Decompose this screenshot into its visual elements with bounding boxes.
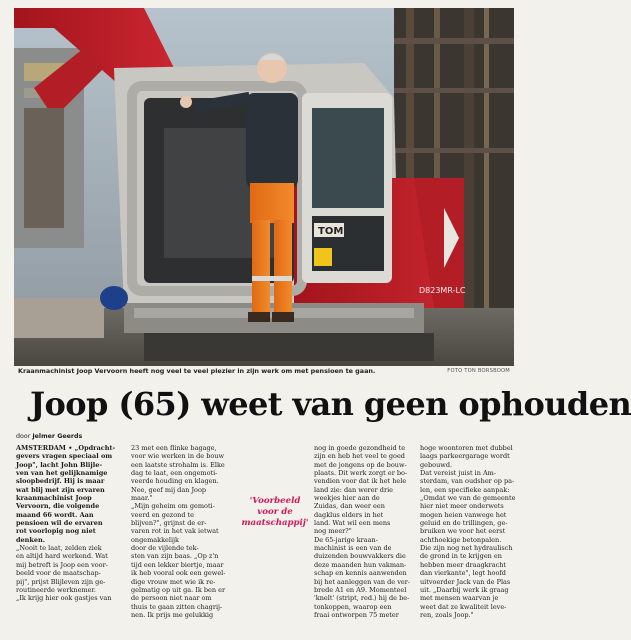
text-line: kraanmachinist Joop	[16, 494, 92, 503]
text-line: en altijd hard werkend. Wat	[16, 552, 108, 561]
article-column-1	[16, 444, 120, 603]
text-line: Nee, geef mij dan Joop	[131, 485, 207, 494]
text-line: len, een specifieke aanpak:	[420, 485, 510, 494]
text-line: gebouwd.	[420, 460, 453, 469]
text-line: deze maanden hun vakman-	[314, 560, 407, 569]
byline-author: Jelmer Geerds	[32, 433, 83, 440]
text-line: laags parkeergarage wordt	[420, 452, 510, 461]
text-line: gevers vragen speciaal om	[16, 452, 113, 461]
text-line: sten van zijn baas. „Op z'n	[131, 552, 219, 561]
article-column-2	[131, 444, 235, 619]
text-line: hier niet meer onderwets	[420, 502, 504, 511]
text-line: pij", prijst Blijleven zijn ge-	[16, 577, 106, 586]
text-line: door de vijlende tek-	[131, 544, 199, 553]
text-line: blijven?", grijnst de er-	[131, 519, 207, 528]
byline	[16, 433, 82, 440]
text-line: uit. „Daarbij werk ik graag	[420, 585, 509, 594]
text-line: dan vierkante", legt hoofd	[420, 569, 506, 578]
text-line: bij het aanleggen van de ver-	[314, 577, 411, 586]
text-line: ren, zoals Joop."	[420, 610, 474, 619]
text-line: mogen heien vanwege het	[420, 510, 507, 519]
pull-quote	[237, 496, 313, 529]
cab-mark-text: TOM	[318, 226, 344, 237]
article-photo	[14, 8, 514, 366]
text-line: plaats. Dit werk zorgt er bo-	[314, 469, 408, 478]
text-line: veerd en gezond te	[131, 510, 195, 519]
text-line: 23 met een flinke bagage,	[131, 444, 217, 452]
text-line: „Ik krijg hier ook gastjes van	[16, 594, 112, 603]
article-headline: Joop (65) weet van geen ophouden	[30, 385, 631, 423]
text-line: Joop", lacht John Blijle-	[16, 460, 103, 469]
text-line: zijn en heb het veel te goed	[314, 452, 405, 461]
text-line: rot voorlopig nog niet	[16, 527, 96, 536]
text-line: ik heb vooral ook een gewel-	[131, 569, 226, 578]
text-line: achthoekige betonpalen.	[420, 535, 502, 544]
text-line: beeld voor de maatschap-	[16, 569, 101, 578]
text-line: sloopbedrijf. Hij is maar	[16, 477, 105, 486]
text-line: brede A1 en A9. Momenteel	[314, 585, 407, 594]
text-line: tonkoppen, waarop een	[314, 602, 392, 611]
text-line: dige vrouw met wie ik re-	[131, 577, 216, 586]
photo-caption-row	[18, 367, 514, 379]
text-line: „Mijn geheim om gemoti-	[131, 502, 215, 511]
text-line: veerde houding en klagen.	[131, 477, 219, 486]
text-line: ongemakkelijk	[131, 535, 179, 544]
text-line: machinist is een van de	[314, 544, 392, 553]
text-line: AMSTERDAM • „Opdracht-	[16, 444, 116, 452]
text-line: pensioen wil de ervaren	[16, 519, 103, 528]
text-line: maar."	[131, 494, 153, 503]
text-line: de persoon niet naar om	[131, 594, 212, 603]
text-line: „Nooit te laat, zelden ziek	[16, 544, 102, 553]
text-line: gelmatig op uit ga. Ik ben er	[131, 585, 226, 594]
text-line: „Omdat we van de gemeente	[420, 494, 516, 503]
text-line: geluid en de trillingen, ge-	[420, 519, 508, 528]
text-line: nog in goede gezondheid te	[314, 444, 406, 452]
model-label: D823MR-LC	[419, 286, 466, 295]
pull-quote-line: 'Voorbeeld	[249, 496, 301, 506]
text-line: duizenden bouwvakkers die	[314, 552, 406, 561]
article-column-3	[314, 444, 410, 619]
text-line: mij betreft is Joop een voor-	[16, 560, 108, 569]
text-line: maand 66 wordt. Aan	[16, 510, 94, 519]
text-line: fraai ontworpen 75 meter	[314, 610, 399, 619]
text-line: varen rot in het vak ietwat	[131, 527, 219, 536]
text-line: ven van het gelijknamige	[16, 469, 108, 478]
text-line: nog meer?"	[314, 527, 352, 536]
pull-quote-line: maatschappij'	[241, 518, 309, 528]
text-line: met mensen waarvan je	[420, 594, 499, 603]
photo-credit: FOTO TON BORSBOOM	[447, 368, 510, 374]
text-line: nen. Ik prijs me gelukkig	[131, 610, 214, 619]
text-line: met de jongens op de bouw-	[314, 460, 407, 469]
text-line: hebben meer draagkracht	[420, 560, 507, 569]
text-line: land. Wat wil een mens	[314, 519, 391, 528]
text-line: dagklus elders in het	[314, 510, 384, 519]
text-line: routineerde werknemer.	[16, 585, 96, 594]
text-line: bruiken we voor het eerst	[420, 527, 506, 536]
text-line: land zie: dan werer drie	[314, 485, 393, 494]
text-line: denken.	[16, 535, 46, 544]
text-line: vendien voor dat ik het hele	[314, 477, 407, 486]
text-line: dag te laat, een ongemoti-	[131, 469, 218, 478]
text-line: weekjes hier aan de	[314, 494, 380, 503]
text-line: voor wie werken in de bouw	[131, 452, 225, 461]
text-line: uitvoerder Jack van de Plas	[420, 577, 511, 586]
byline-prefix: door	[16, 433, 31, 440]
photo-caption: Kraanmachinist Joop Vervoorn heeft nog veel te veel plezier in zijn werk om met pensioen te gaan.	[18, 367, 376, 375]
pull-quote-line: voor de	[257, 507, 293, 517]
text-line: sterdam, van oudsher op pa-	[420, 477, 515, 486]
text-line: Dat vereist juist in Am-	[420, 469, 497, 478]
text-line: schap en kennis aanwenden	[314, 569, 407, 578]
article-column-4	[420, 444, 520, 619]
text-line: De 65-jarige kraan-	[314, 535, 378, 544]
text-line: Vervoorn, die volgende	[16, 502, 100, 511]
text-line: hoge woontoren met dubbel	[420, 444, 513, 452]
text-line: een laatste strohalm is. Elke	[131, 460, 225, 469]
text-line: 'knelt' (stript, red.) hij de be-	[314, 594, 410, 603]
text-line: Zuidas, dan weer een	[314, 502, 385, 511]
text-line: weet dat ze kwaliteit leve-	[420, 602, 507, 611]
text-line: Die zijn nog net hydraulisch	[420, 544, 513, 553]
text-line: de grond in te krijgen en	[420, 552, 502, 561]
text-line: tijd een lekker biertje, maar	[131, 560, 224, 569]
text-line: wat blij met zijn ervaren	[16, 485, 105, 494]
text-line: thuis te gaan zitten chagrij-	[131, 602, 223, 611]
